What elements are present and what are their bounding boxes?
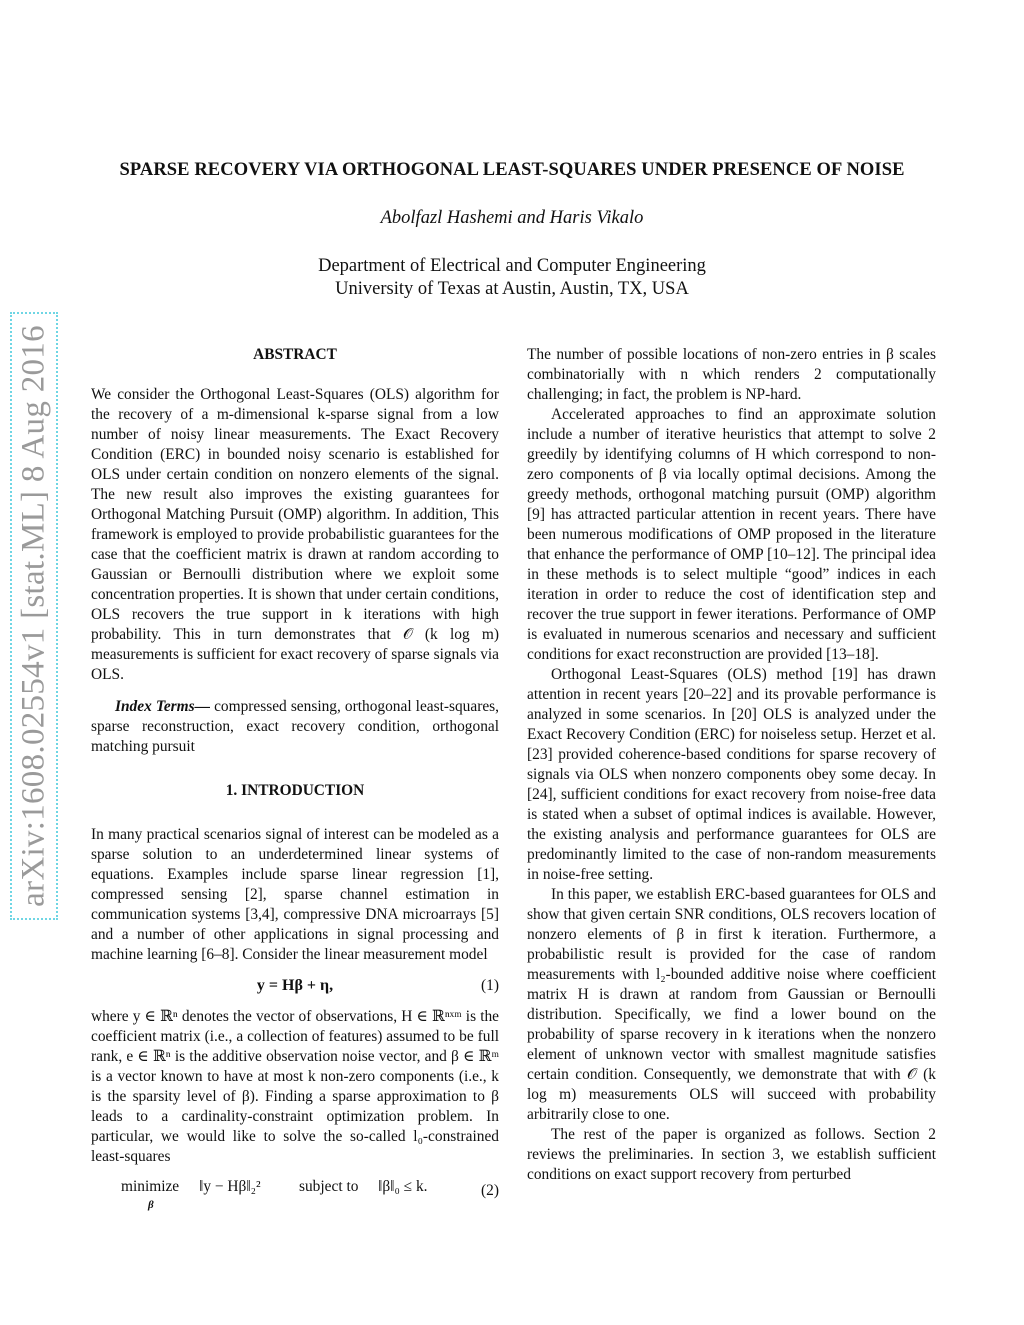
- equation-2-minimize: minimize: [121, 1178, 180, 1195]
- paper-authors: Abolfazl Hashemi and Haris Vikalo: [380, 208, 644, 228]
- right-paragraph-4: In this paper, we establish ERC-based guarantees for OLS and show that given certain SNR conditions, OLS recovers location of nonzero elements of β in first k iteration. Furthermore, a probabilistic result is provided for the case of random measurements with l₂-bounded additive noise where coefficient matrix H is drawn at random from Gaussian or Bernoulli distribution. Specifically, we find a lower bound on the probability of sparse recovery in k iterations when the nonzero element of unknown vector with smallest magnitude satisfies certain condition. Consequently, we demonstrate that with 𝒪 (k log m) measurements OLS will succeed with probability arbitrarily close to one.: [527, 886, 936, 1123]
- affiliation-department: Department of Electrical and Computer Engineering: [318, 256, 706, 276]
- left-column: [91, 345, 499, 1211]
- equation-1: [91, 965, 499, 1007]
- right-paragraph-1: The number of possible locations of non-zero entries in β scales combinatorially with n which renders 2 computationally challenging; in fact, the problem is NP-hard.: [527, 346, 936, 403]
- equation-2-number: (2): [481, 1182, 499, 1199]
- equation-2-constraint: ‖β‖₀ ≤ k.: [378, 1178, 428, 1195]
- equation-1-number: (1): [481, 977, 499, 994]
- equation-2-objective: ‖y − Hβ‖₂²: [199, 1178, 261, 1195]
- right-column: [527, 345, 936, 1185]
- right-paragraph-5: The rest of the paper is organized as follows. Section 2 reviews the preliminaries. In section 3, we establish sufficient conditions on exact support recovery from perturbed: [527, 1126, 936, 1183]
- equation-1-body: y = Hβ + η,: [256, 977, 334, 994]
- equation-2-subject-to: subject to: [299, 1178, 359, 1195]
- equation-2-variable: β: [148, 1199, 154, 1211]
- index-terms: [91, 697, 499, 757]
- affiliation-university: University of Texas at Austin, Austin, TX, USA: [335, 279, 689, 299]
- index-terms-label: Index Terms—: [115, 698, 211, 715]
- arxiv-identifier: arXiv:1608.02554v1 [stat.ML] 8 Aug 2016: [15, 325, 52, 907]
- abstract-heading: ABSTRACT: [253, 346, 337, 363]
- intro-paragraph-2: where y ∈ ℝⁿ denotes the vector of observations, H ∈ ℝⁿˣᵐ is the coefficient matrix (i.e., a collection of features) assumed to be full rank, e ∈ ℝⁿ is the additive observation noise vector, and β ∈ ℝᵐ is a vector known to have at most k non-zero components (i.e., k is the sparsity level of β). Finding a sparse approximation to β leads to a cardinality-constraint optimization problem. In particular, we would like to solve the so-called l₀-constrained least-squares: [91, 1008, 499, 1165]
- paper-title: SPARSE RECOVERY VIA ORTHOGONAL LEAST-SQUARES UNDER PRESENCE OF NOISE: [119, 160, 905, 180]
- right-paragraph-3: Orthogonal Least-Squares (OLS) method [19] has drawn attention in recent years [20–22] and its provable performance is analyzed in some scenarios. In [20] OLS is analyzed under the Exact Recovery Condition (ERC) for noiseless setup. Herzet et al. [23] provided coherence-based conditions for sparse recovery of signals via OLS when nonzero components obey some decay. In [24], sufficient conditions for exact recovery from noise-free data is stated when a subset of optimal indices is available. However, the existing analysis and performance guarantees for OLS are predominantly limited to the case of non-random measurements in noise-free setting.: [527, 666, 936, 883]
- right-paragraph-2: Accelerated approaches to find an approximate solution include a number of iterative heuristics that attempt to solve 2 greedily by identifying columns of H which correspond to non-zero components of β via locally optimal decisions. Among the greedy methods, orthogonal matching pursuit (OMP) algorithm [9] has attracted particular attention in recent years. There have been numerous modifications of OMP proposed in the literature that enhance the performance of OMP [10–12]. The principal idea in these methods is to select multiple “good” indices in each iteration in order to reduce the cost of identification step and recover the true support in fewer iterations. Performance of OMP is evaluated in numerous scenarios and necessary and sufficient conditions for exact reconstruction are provided [13–18].: [527, 406, 936, 663]
- introduction-heading: 1. INTRODUCTION: [225, 782, 365, 799]
- affiliation: [0, 255, 1024, 301]
- index-terms-text: compressed sensing, orthogonal least-squares, sparse reconstruction, exact recovery condition, orthogonal matching pursuit: [91, 698, 499, 755]
- intro-paragraph-1: In many practical scenarios signal of interest can be modeled as a sparse solution to an underdetermined linear systems of equations. Examples include sparse linear regression [1], compressed sensing [2], sparse channel estimation in communication systems [3,4], compressive DNA microarrays [5] and a number of other applications in signal processing and machine learning [6–8]. Consider the linear measurement model: [91, 826, 499, 963]
- equation-2: [91, 1167, 499, 1211]
- arxiv-watermark: [10, 312, 58, 920]
- abstract-text: We consider the Orthogonal Least-Squares (OLS) algorithm for the recovery of a m-dimensional k-sparse signal from a low number of noisy linear measurements. The Exact Recovery Condition (ERC) in bounded noisy scenario is established for OLS under certain condition on nonzero elements of the signal. The new result also improves the existing guarantees for Orthogonal Matching Pursuit (OMP) algorithm. In addition, This framework is employed to provide probabilistic guarantees for the case that the coefficient matrix is drawn at random according to Gaussian or Bernoulli distribution where we exploit some concentration properties. It is shown that under certain conditions, OLS recovers the true support in k iterations with high probability. This in turn demonstrates that 𝒪 (k log m) measurements is sufficient for exact recovery of sparse signals via OLS.: [91, 386, 499, 683]
